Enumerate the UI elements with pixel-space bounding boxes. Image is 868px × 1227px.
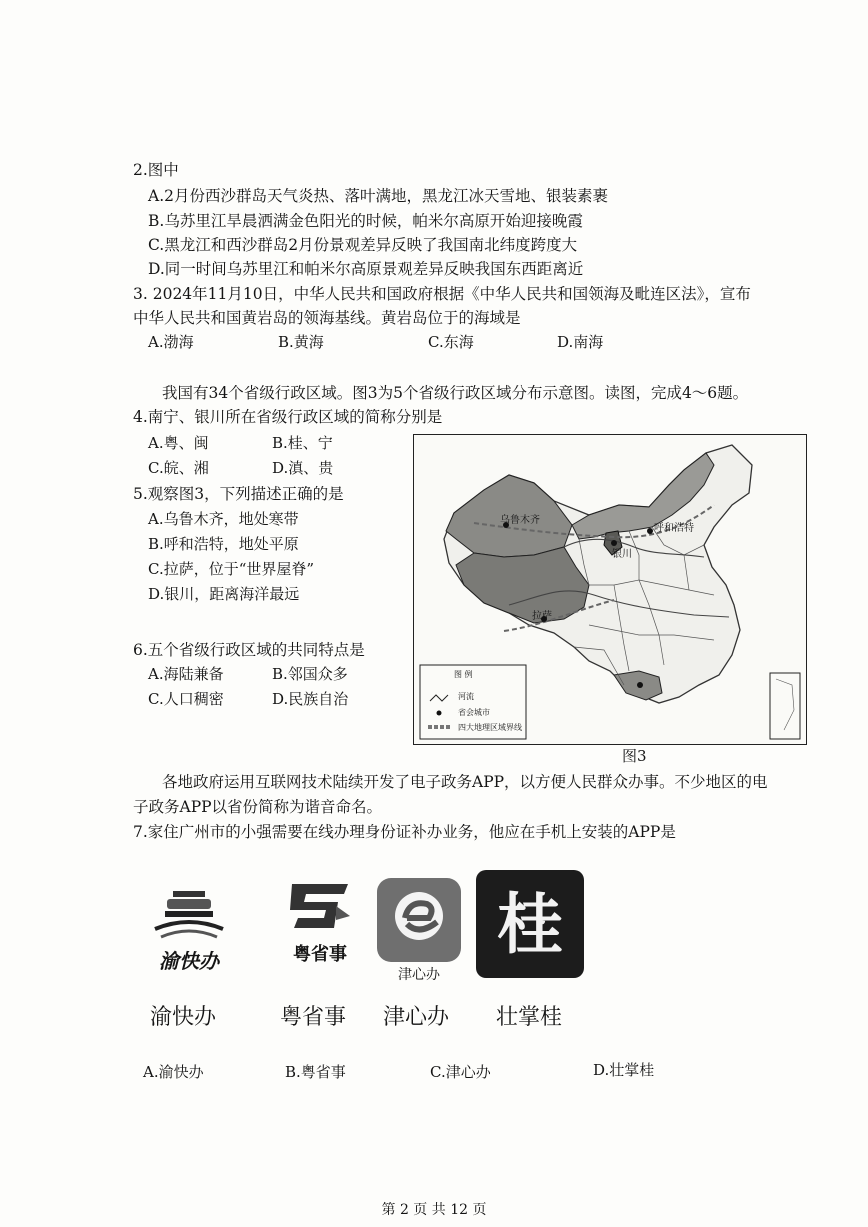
app-logo-jinxinban [377,878,461,983]
region-tibet [456,547,589,623]
q4-option-b: B.桂、宁 [272,434,333,452]
intro-4-6: 我国有34个省级行政区域。图3为5个省级行政区域分布示意图。读图，完成4～6题。 [162,384,749,402]
city-dot-hohhot [647,528,653,534]
app-logo-text-zhuangzhanggui: 桂 [497,885,563,963]
q2-option-d: D.同一时间乌苏里江和帕米尔高原景观差异反映我国东西距离近 [148,260,584,278]
china-map-figure [413,434,807,745]
app-name-yukuaiban: 渝快办 [150,1005,217,1030]
legend-city-label: 省会城市 [458,708,490,717]
q3-line1: 3. 2024年11月10日，中华人民共和国政府根据《中华人民共和国领海及毗连区法》，宣布 [133,285,751,303]
legend-river-label: 河流 [458,692,474,701]
q6-option-c: C.人口稠密 [148,690,224,708]
q6-stem: 6.五个省级行政区域的共同特点是 [133,641,365,659]
q7-option-b: B.粤省事 [285,1063,346,1081]
q2-option-b: B.乌苏里江旱晨洒满金色阳光的时候，帕米尔高原开始迎接晚霞 [148,212,583,230]
app-name-yueshengshi: 粤省事 [280,1005,347,1030]
q7-option-a: A.渝快办 [143,1063,204,1081]
intro-7-line2: 子政务APP以省份简称为谐音命名。 [133,798,383,816]
city-dot-nanning [637,682,643,688]
q5-option-a: A.乌鲁木齐，地处寒带 [148,510,299,528]
q5-stem: 5.观察图3，下列描述正确的是 [133,485,344,503]
q3-option-b: B.黄海 [278,333,324,351]
app-logo-text-yueshengshi: 粤省事 [293,944,347,965]
q6-option-b: B.邻国众多 [272,665,348,683]
legend-city-icon [437,711,442,716]
q5-option-d: D.银川，距离海洋最远 [148,585,300,603]
q3-line2: 中华人民共和国黄岩岛的领海基线。黄岩岛位于的海域是 [133,309,521,327]
q3-option-c: C.东海 [428,333,474,351]
city-label-yinchuan: 银川 [612,549,632,560]
q6-option-a: A.海陆兼备 [148,665,224,683]
legend-boundary-label: 四大地理区域界线 [458,723,522,732]
q3-option-d: D.南海 [557,333,604,351]
q5-option-c: C.拉萨，位于“世界屋脊” [148,560,315,578]
q4-stem: 4.南宁、银川所在省级行政区域的简称分别是 [133,408,443,426]
page-footer: 第 2 页 共 12 页 [381,1202,487,1218]
q2-option-a: A.2月份西沙群岛天气炎热、落叶满地，黑龙江冰天雪地、银装素裹 [148,187,608,205]
q4-option-c: C.皖、湘 [148,459,209,477]
q7-option-d: D.壮掌桂 [593,1061,655,1079]
q2-option-c: C.黑龙江和西沙群岛2月份景观差异反映了我国南北纬度跨度大 [148,236,578,254]
q2-stem: 2.图中 [133,161,179,179]
app-logo-yueshengshi [278,880,362,964]
q7-stem: 7.家住广州市的小强需要在线办理身份证补办业务，他应在手机上安装的APP是 [133,823,676,841]
q5-option-b: B.呼和浩特，地处平原 [148,535,299,553]
app-logo-zhuangzhanggui [476,870,584,978]
city-label-hohhot: 呼和浩特 [654,523,694,534]
legend-title: 图 例 [454,670,473,679]
q4-option-d: D.滇、贵 [272,459,334,477]
city-label-lhasa: 拉萨 [532,611,552,622]
q4-option-a: A.粤、闽 [148,434,209,452]
app-logo-text-jinxinban: 津心办 [398,967,440,983]
city-label-urumqi: 乌鲁木齐 [500,515,540,526]
app-logo-text-yukuaiban: 渝快办 [159,949,219,973]
app-name-jinxinban: 津心办 [383,1005,450,1030]
q6-option-d: D.民族自治 [272,690,349,708]
q7-option-c: C.津心办 [430,1063,491,1081]
intro-7-line1: 各地政府运用互联网技术陆续开发了电子政务APP，以方便人民群众办事。不少地区的电 [162,773,768,791]
app-name-zhuangzhanggui: 壮掌桂 [496,1005,563,1030]
south-china-sea-inset [770,673,800,739]
app-logo-yukuaiban [147,885,231,973]
q3-option-a: A.渤海 [148,333,194,351]
figure-caption: 图3 [622,747,647,765]
